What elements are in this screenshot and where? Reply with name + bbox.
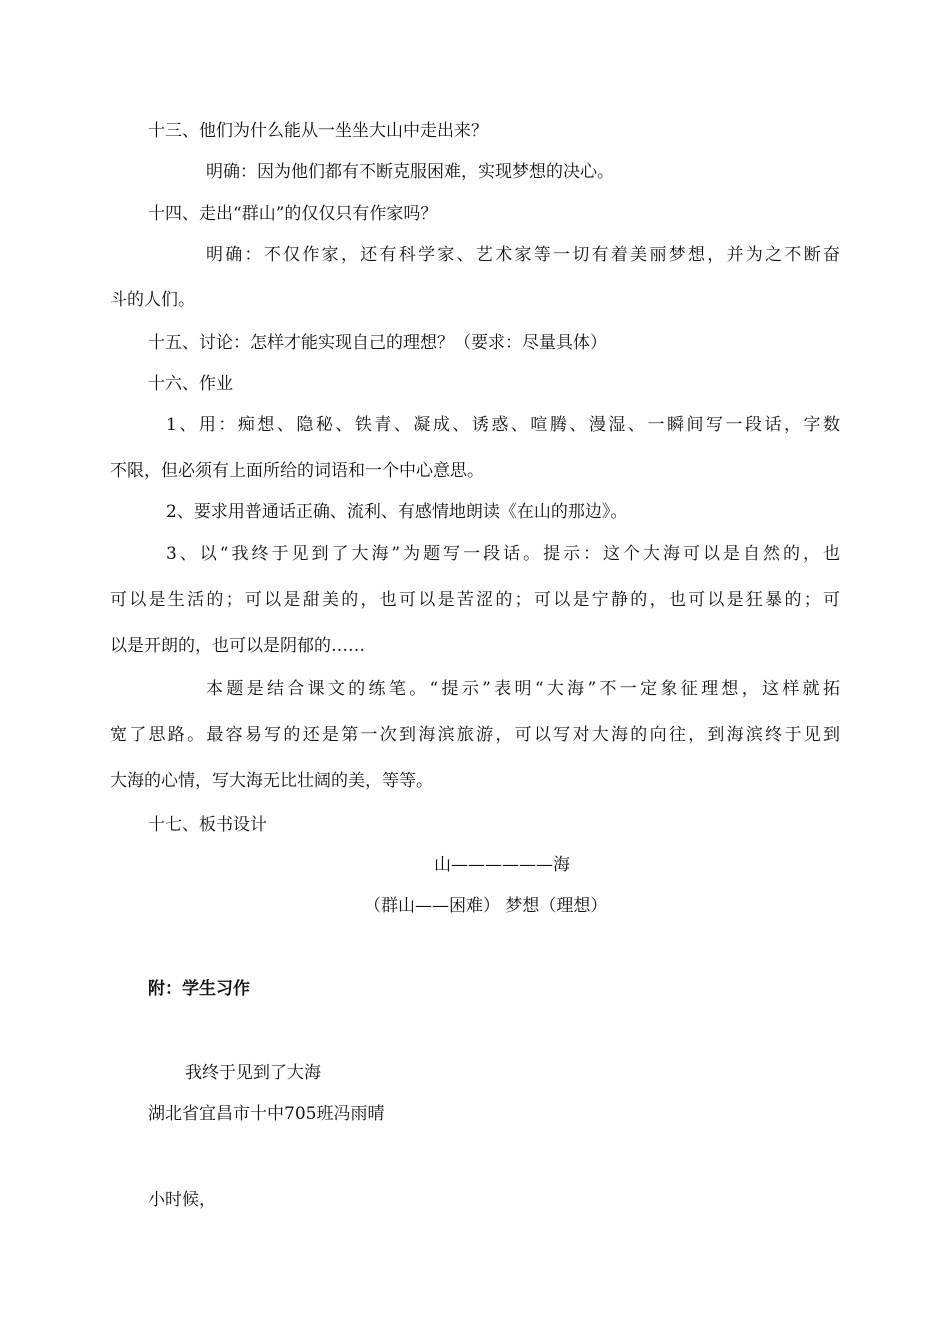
blackboard-line-1: 山——————海 xyxy=(434,855,570,875)
exercise-note-line-2: 宽了思路。最容易写的还是第一次到海滨旅游，可以写对大海的向往，到海滨终于见到 xyxy=(110,725,840,745)
student-author: 湖北省宜昌市十中705班冯雨晴 xyxy=(148,1104,385,1124)
essay-opening: 小时候， xyxy=(148,1190,216,1210)
homework-item-3-line-1: 3、以“我终于见到了大海”为题写一段话。提示：这个大海可以是自然的，也 xyxy=(166,544,840,564)
homework-item-1-line-2: 不限，但必须有上面所给的词语和一个中心意思。 xyxy=(110,461,484,481)
answer-13: 明确：因为他们都有不断克服困难，实现梦想的决心。 xyxy=(206,162,614,182)
blackboard-design-heading: 十七、板书设计 xyxy=(148,815,267,835)
exercise-note-line-3: 大海的心情，写大海无比壮阔的美，等等。 xyxy=(110,771,433,791)
student-essay-title: 我终于见到了大海 xyxy=(185,1063,321,1083)
homework-item-2: 2、要求用普通话正确、流利、有感情地朗读《在山的那边》。 xyxy=(166,502,628,522)
blackboard-line-2: （群山——困难） 梦想（理想） xyxy=(364,896,608,916)
homework-item-1-line-1: 1、用：痴想、隐秘、铁青、凝成、诱惑、喧腾、漫湿、一瞬间写一段话，字数 xyxy=(166,415,840,435)
question-14: 十四、走出“群山”的仅仅只有作家吗？ xyxy=(148,204,438,224)
homework-item-3-line-3: 以是开朗的，也可以是阴郁的…… xyxy=(110,636,365,656)
exercise-note-line-1: 本题是结合课文的练笔。“提示”表明“大海”不一定象征理想，这样就拓 xyxy=(206,679,840,699)
question-13: 十三、他们为什么能从一坐坐大山中走出来？ xyxy=(148,121,488,141)
answer-14-line-1: 明确：不仅作家，还有科学家、艺术家等一切有着美丽梦想，并为之不断奋 xyxy=(206,245,840,265)
question-15: 十五、讨论：怎样才能实现自己的理想？（要求：尽量具体） xyxy=(148,333,607,353)
homework-item-3-line-2: 可以是生活的；可以是甜美的，也可以是苦涩的；可以是宁静的，也可以是狂暴的；可 xyxy=(110,590,840,610)
homework-heading: 十六、作业 xyxy=(148,374,233,394)
answer-14-line-2: 斗的人们。 xyxy=(110,290,195,310)
appendix-heading: 附：学生习作 xyxy=(148,979,250,999)
